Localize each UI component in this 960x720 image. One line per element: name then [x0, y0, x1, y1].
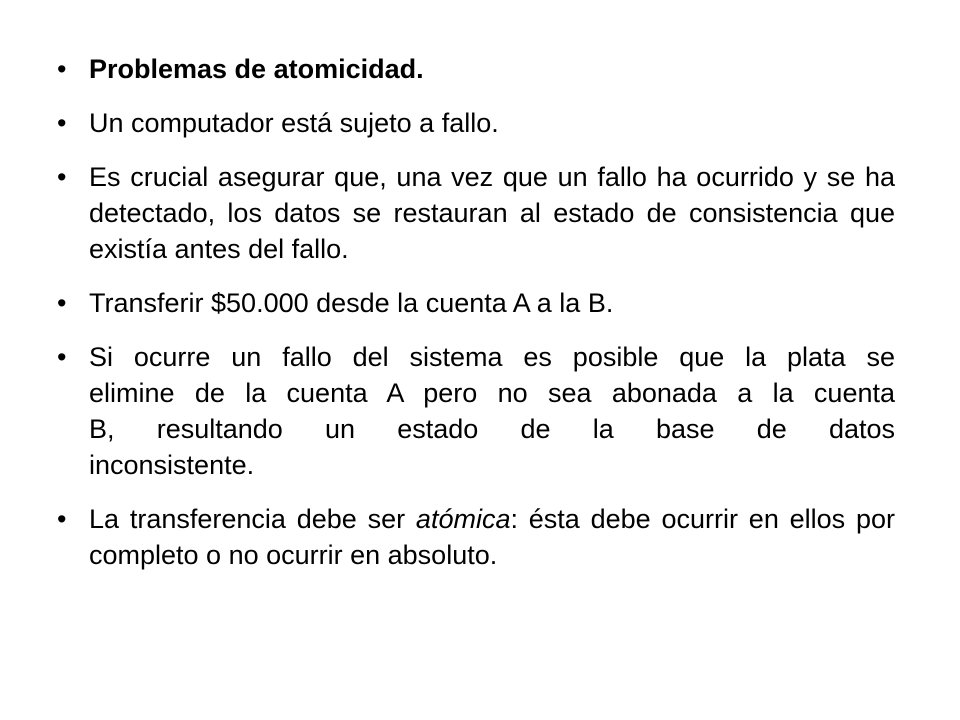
bullet-item-system-failure: [57, 339, 895, 483]
bullet-icon: •: [57, 288, 67, 318]
bullet-text-line: B, resultando un estado de la base de datos: [89, 414, 895, 444]
bullet-icon: •: [57, 54, 67, 84]
bullet-icon: •: [57, 108, 67, 138]
bullet-text-line: inconsistente.: [89, 450, 255, 480]
bullet-list: [57, 51, 895, 591]
bullet-text-line: Si ocurre un fallo del sistema es posible que la plata se: [89, 342, 895, 372]
bullet-text: Un computador está sujeto a fallo.: [89, 108, 499, 138]
bullet-item-restore: [57, 159, 895, 267]
bullet-text: Transferir $50.000 desde la cuenta A a la B.: [89, 288, 614, 318]
bullet-item-transfer: [57, 285, 895, 321]
bullet-text-after: : ésta debe ocurrir en ellos por completo o no ocurrir en absoluto.: [89, 504, 895, 570]
emphasis-text: atómica: [415, 504, 511, 534]
bullet-item-atomic: [57, 501, 895, 573]
bullet-icon: •: [57, 504, 67, 534]
bullet-item-title: [57, 51, 895, 87]
bullet-text: Es crucial asegurar que, una vez que un fallo ha ocurrido y se ha detectado, los datos se restauran al estado de consistencia que existía antes del fallo.: [89, 162, 895, 264]
bullet-icon: •: [57, 162, 67, 192]
bullet-item-failure: [57, 105, 895, 141]
bullet-icon: •: [57, 342, 67, 372]
bullet-title-text: Problemas de atomicidad.: [89, 54, 424, 84]
bullet-text-line: elimine de la cuenta A pero no sea abonada a la cuenta: [89, 378, 895, 408]
bullet-text-before: La transferencia debe ser: [89, 504, 416, 534]
